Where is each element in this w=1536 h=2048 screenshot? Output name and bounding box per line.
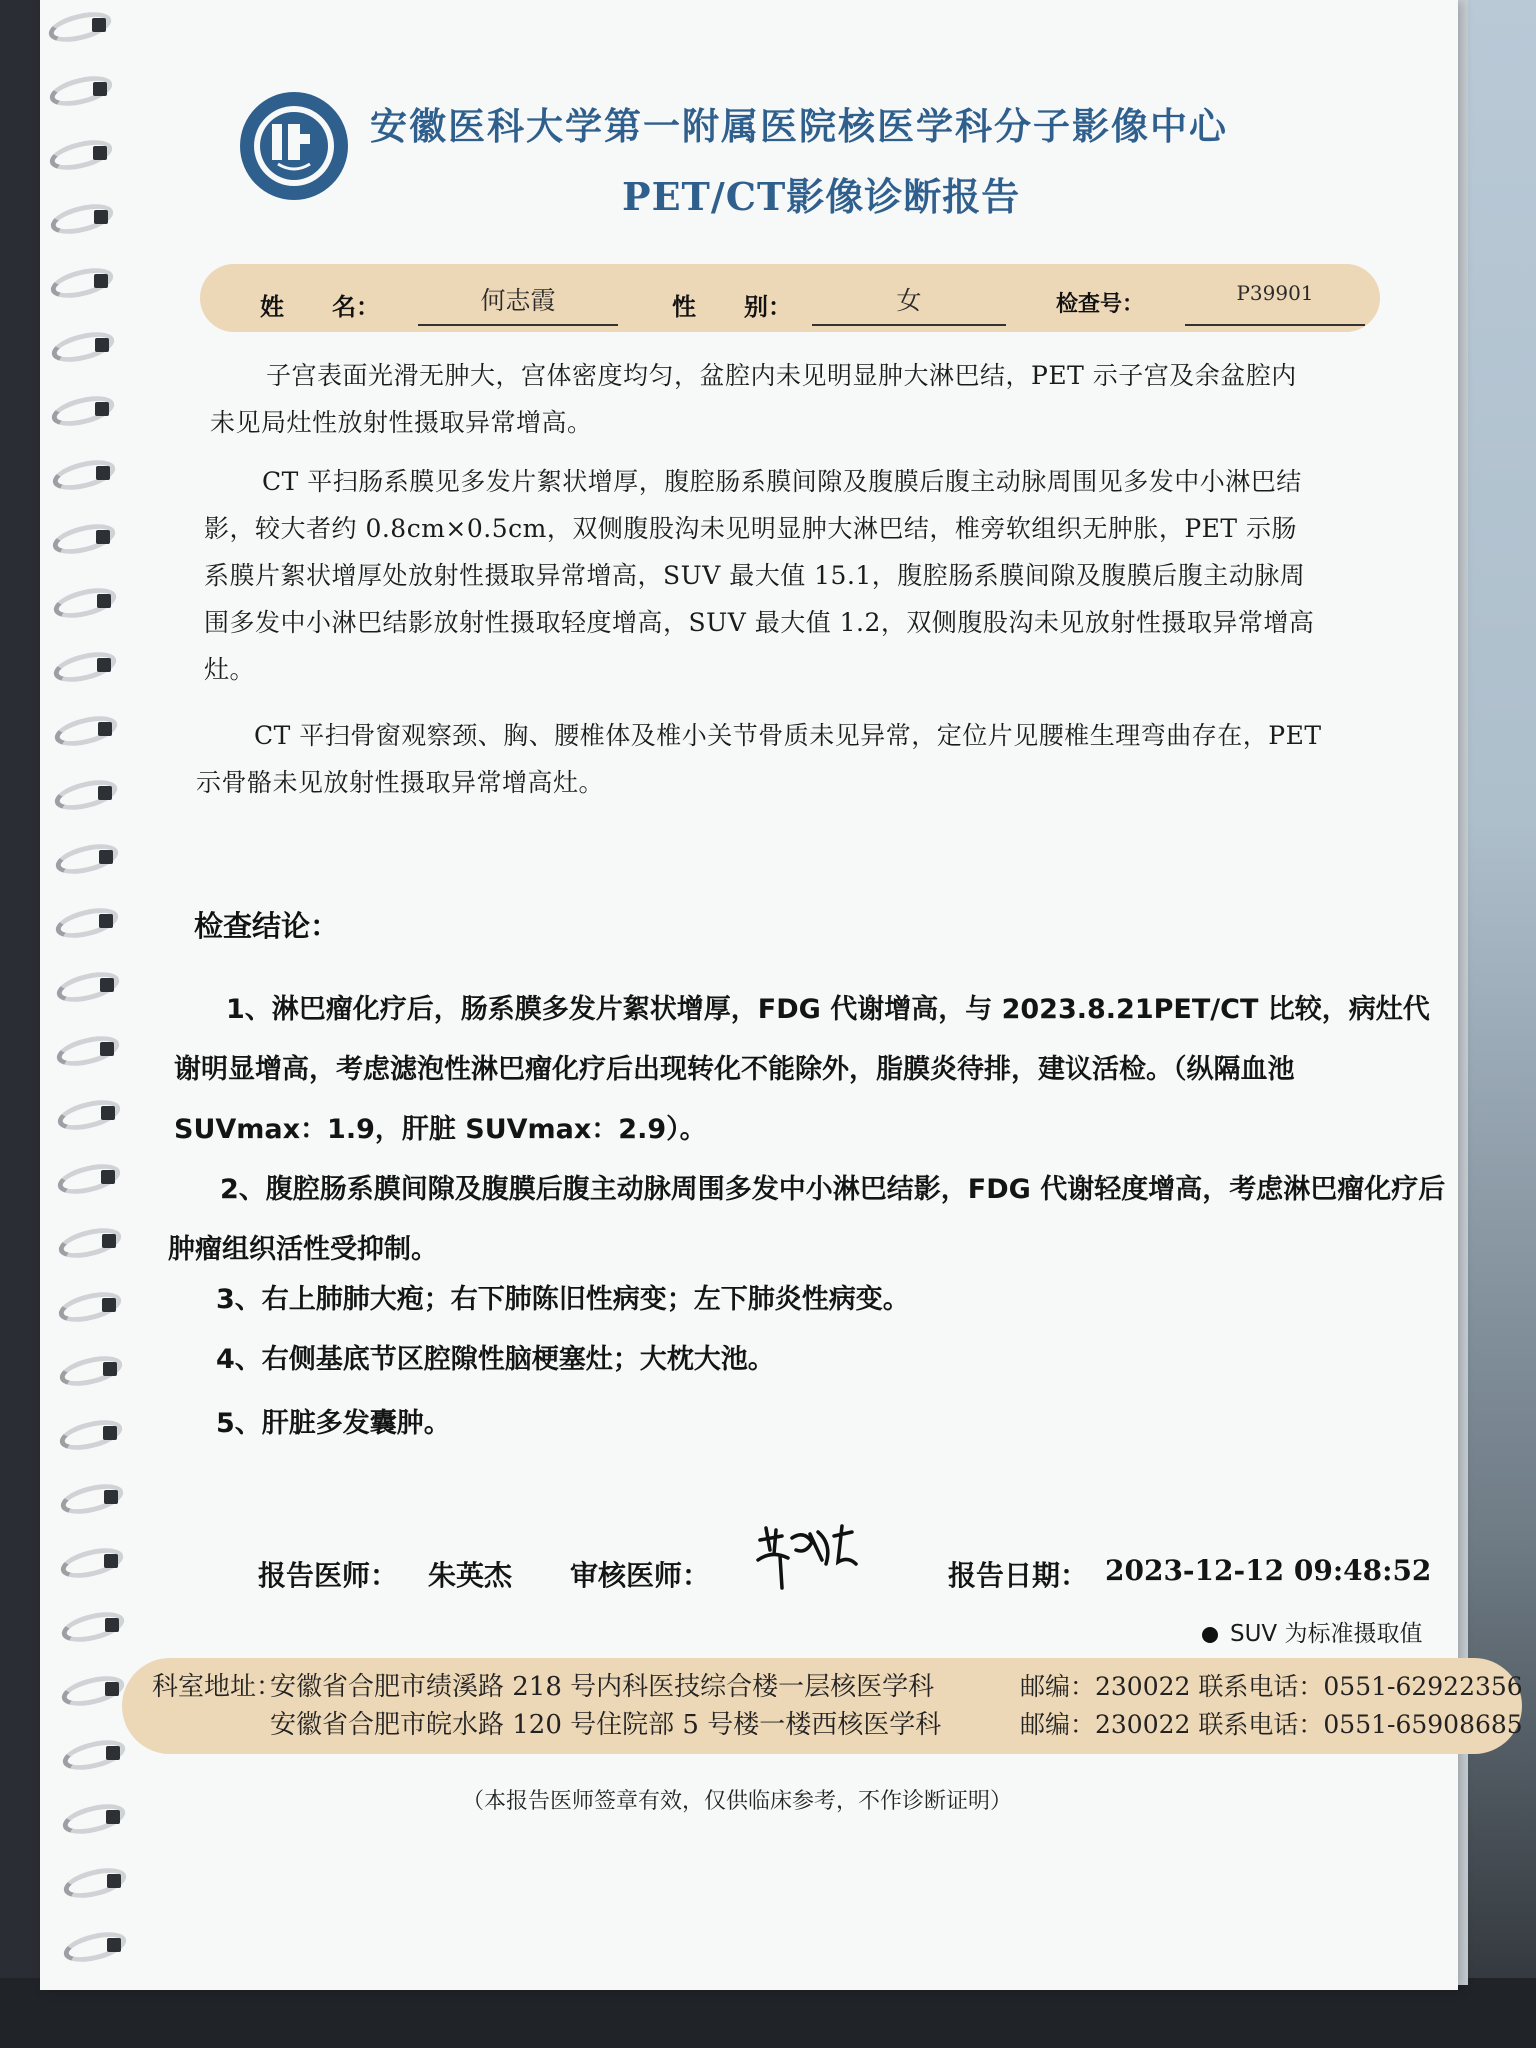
binding-ring — [41, 72, 111, 104]
name-underline — [418, 324, 618, 326]
reporter-name: 朱英杰 — [428, 1559, 513, 1592]
binding-ring — [48, 968, 118, 1000]
patient-name: 何志霞 — [480, 286, 556, 315]
address-label: 科室地址： — [152, 1672, 283, 1702]
address-line-2: 安徽省合肥市皖水路 120 号住院部 5 号楼一楼西核医学科 — [270, 1710, 942, 1740]
address-bar — [122, 1658, 1522, 1754]
finding-paragraph-1: 子宫表面光滑无肿大，宫体密度均匀，盆腔内未见明显肿大淋巴结，PET 示子宫及余盆腔内未见局灶性放射性摄取异常增高。 — [210, 361, 1297, 437]
exam-number: P39901 — [1236, 281, 1314, 305]
hospital-title: 安徽医科大学第一附属医院核医学科分子影像中心 — [370, 104, 1228, 148]
finding-paragraph-3: CT 平扫骨窗观察颈、胸、腰椎体及椎小关节骨质未见异常，定位片见腰椎生理弯曲存在，PET 示骨骼未见放射性摄取异常增高灶。 — [196, 721, 1322, 797]
binding-ring — [54, 1800, 124, 1832]
binding-ring — [45, 648, 115, 680]
binding-ring — [46, 776, 116, 808]
name-label: 姓 名： — [260, 292, 380, 321]
conclusion-item-2: 2、腹腔肠系膜间隙及腹膜后腹主动脉周围多发中小淋巴结影，FDG 代谢轻度增高，考虑淋巴瘤化疗后肿瘤组织活性受抑制。 — [168, 1174, 1446, 1265]
binding-ring — [44, 456, 114, 488]
conclusion-heading: 检查结论： — [194, 909, 340, 943]
binding-ring — [45, 584, 115, 616]
binding-ring — [43, 328, 113, 360]
binding-ring — [40, 8, 110, 40]
spiral-binding — [40, 0, 120, 2000]
reporter-label: 报告医师： — [258, 1559, 399, 1592]
binding-ring — [49, 1160, 119, 1192]
binding-ring — [42, 200, 112, 232]
sex-label: 性 别： — [672, 292, 792, 321]
contact-line-1: 邮编：230022 联系电话：0551-62922356 — [1020, 1672, 1523, 1701]
reviewer-label: 审核医师： — [570, 1559, 711, 1592]
binding-ring — [55, 1864, 125, 1896]
suv-note-text: SUV 为标准摄取值 — [1230, 1621, 1423, 1647]
binding-ring — [55, 1928, 125, 1960]
report-date: 2023-12-12 09:48:52 — [1105, 1554, 1432, 1587]
binding-ring — [51, 1416, 121, 1448]
contact-line-2: 邮编：230022 联系电话：0551-65908685 — [1020, 1710, 1523, 1739]
address-line-1: 安徽省合肥市绩溪路 218 号内科医技综合楼一层核医学科 — [270, 1672, 935, 1702]
report-title: PET/CT影像诊断报告 — [622, 174, 1021, 219]
binding-ring — [49, 1096, 119, 1128]
bullet-icon — [1202, 1627, 1218, 1643]
binding-ring — [47, 840, 117, 872]
date-label: 报告日期： — [948, 1559, 1089, 1592]
binding-ring — [41, 136, 111, 168]
conclusion-item-4: 4、右侧基底节区腔隙性脑梗塞灶；大枕大池。 — [216, 1344, 775, 1375]
conclusion-item-5: 5、肝脏多发囊肿。 — [216, 1408, 451, 1439]
finding-paragraph-2: CT 平扫肠系膜见多发片絮状增厚，腹腔肠系膜间隙及腹膜后腹主动脉周围见多发中小淋巴结影，较大者约 0.8cm×0.5cm，双侧腹股沟未见明显肿大淋巴结，椎旁软组织无肿胀，PET 示肠系膜片絮状增厚处放射性摄取异常增高，SUV 最大值 15.1，腹腔肠系膜间隙及腹膜后腹主动脉周围多发中小淋巴结影放射性摄取轻度增高，SUV 最大值 1.2，双侧腹股沟未见放射性摄取异常增高灶。 — [204, 467, 1315, 684]
sex-underline — [812, 324, 1006, 326]
binding-ring — [50, 1288, 120, 1320]
binding-ring — [50, 1224, 120, 1256]
binding-ring — [48, 1032, 118, 1064]
suv-note — [1202, 1615, 1422, 1648]
binding-ring — [53, 1672, 123, 1704]
binding-ring — [42, 264, 112, 296]
patient-sex: 女 — [896, 286, 922, 315]
binding-ring — [51, 1352, 121, 1384]
binding-ring — [46, 712, 116, 744]
binding-ring — [54, 1736, 124, 1768]
binding-ring — [43, 392, 113, 424]
binding-ring — [52, 1544, 122, 1576]
conclusion-item-1: 1、淋巴瘤化疗后，肠系膜多发片絮状增厚，FDG 代谢增高，与 2023.8.21PET/CT 比较，病灶代谢明显增高，考虑滤泡性淋巴瘤化疗后出现转化不能除外，脂膜炎待排，建议活检。（纵隔血池 SUVmax：1.9，肝脏 SUVmax：2.9）。 — [174, 994, 1430, 1145]
hospital-logo — [228, 90, 360, 202]
binding-ring — [47, 904, 117, 936]
reviewer-signature — [752, 1520, 862, 1592]
binding-ring — [52, 1480, 122, 1512]
patient-info-bar — [200, 264, 1380, 332]
conclusion-item-3: 3、右上肺肺大疱；右下肺陈旧性病变；左下肺炎性病变。 — [216, 1284, 910, 1315]
exam-label: 检查号： — [1056, 291, 1145, 317]
binding-ring — [53, 1608, 123, 1640]
exam-underline — [1185, 324, 1365, 326]
binding-ring — [44, 520, 114, 552]
footer-disclaimer: （本报告医师签章有效，仅供临床参考，不作诊断证明） — [462, 1789, 1013, 1814]
